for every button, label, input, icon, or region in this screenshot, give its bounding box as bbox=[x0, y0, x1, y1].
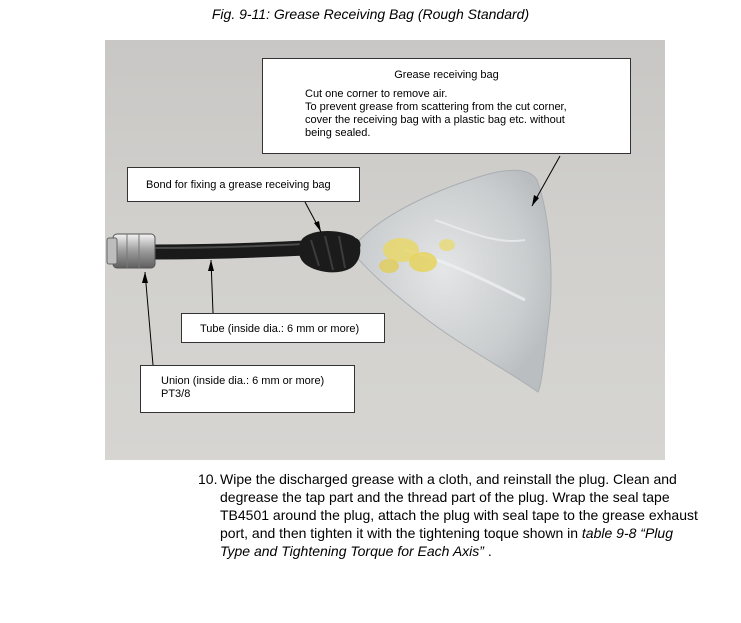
callout-label: Tube (inside dia.: 6 mm or more) bbox=[200, 323, 360, 335]
callout-grease-receiving-bag bbox=[262, 58, 631, 154]
figure-caption: Fig. 9-11: Grease Receiving Bag (Rough Standard) bbox=[211, 6, 530, 22]
step-text-main: Wipe the discharged grease with a cloth, and reinstall the plug. Clean and degrease the tap part and the thread part of the plug. Wrap the seal tape TB4501 around the plug, attach the plug with seal tape to the grease exhaust port, and then tighten it with the tightening toque shown in bbox=[220, 471, 698, 541]
callout-label: Bond for fixing a grease receiving bag bbox=[146, 179, 331, 191]
figure-photo bbox=[105, 40, 665, 460]
table-reference[interactable]: table 9-8 bbox=[581, 525, 637, 541]
callout-bond bbox=[127, 167, 360, 202]
callout-line: Union (inside dia.: 6 mm or more) bbox=[161, 375, 325, 387]
callout-line: To prevent grease from scattering from the cut corner, bbox=[305, 101, 567, 113]
step-number: 10. bbox=[198, 471, 218, 487]
callout-line: being sealed. bbox=[305, 127, 371, 139]
step-text-end: . bbox=[483, 543, 492, 559]
step-text bbox=[220, 470, 698, 560]
procedure-step bbox=[198, 470, 698, 560]
bag-shape bbox=[355, 170, 551, 392]
callout-title: Grease receiving bag bbox=[394, 69, 499, 81]
callout-tube bbox=[181, 313, 385, 343]
table-reference-title[interactable]: “Plug Type and Tightening Torque for Each Axis” bbox=[220, 525, 673, 559]
union-fitting bbox=[113, 234, 155, 268]
callout-line: PT3/8 bbox=[161, 388, 191, 400]
callout-line: Cut one corner to remove air. bbox=[305, 88, 448, 100]
callout-union bbox=[140, 365, 355, 413]
callout-line: cover the receiving bag with a plastic bag etc. without bbox=[305, 114, 565, 126]
